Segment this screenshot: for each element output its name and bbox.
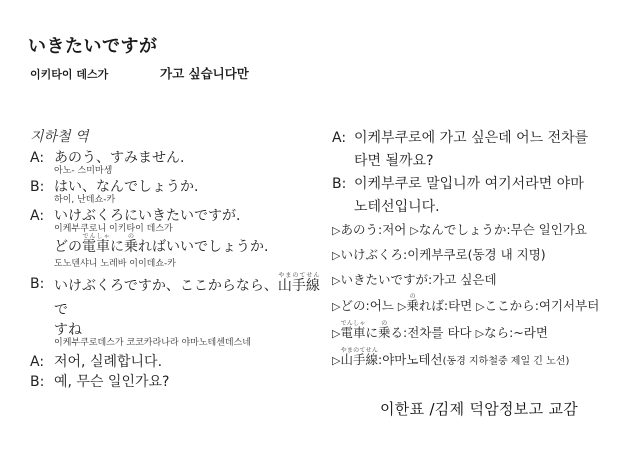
speaker-label: B: (30, 374, 45, 390)
japanese-text-continued: すね (54, 322, 82, 338)
kanji: 山手線 (277, 278, 320, 294)
triangle-icon: ▷ (332, 300, 341, 313)
translation-line (332, 172, 632, 196)
speaker-label: B: (30, 179, 45, 195)
speaker-label: A: (30, 208, 45, 224)
vocab-word: れば (418, 298, 444, 313)
furigana: の (124, 233, 138, 240)
dialogue-line (30, 150, 330, 166)
vocab-meaning: 야마노테선 (382, 352, 443, 367)
furigana: やまのてせん (340, 347, 378, 354)
lesson-title-reading: 이키타이 데스가 (30, 68, 109, 81)
text-segment: どの (54, 239, 82, 255)
furigana: やまのてせん (277, 272, 320, 279)
lesson-title: いきたいですが (28, 36, 158, 57)
speaker-label: A: (30, 150, 45, 166)
vocab-meaning: 타면 (448, 298, 473, 313)
translation-text: 이케부쿠로 말입니까 여기서라면 야마 (354, 176, 584, 192)
speaker-label: A: (332, 130, 347, 146)
translation-line (332, 126, 632, 150)
ruby-word (340, 320, 366, 340)
vocab-row: ▷あのう:저어 ▷なんでしょうか:무슨 일인가요 (332, 222, 587, 237)
japanese-text: はい、なんでしょうか. (54, 179, 199, 195)
kanji: 電車 (340, 325, 366, 340)
ruby-word (124, 233, 138, 255)
left-column (30, 126, 330, 391)
vocab-row: ▷どの:어느 ▷乗のれば:타면 ▷ここから:여기서부터 (332, 293, 600, 313)
triangle-icon: ▷ (332, 249, 341, 262)
furigana: でんしゃ (340, 320, 366, 327)
kanji: 乗 (406, 298, 419, 313)
translation-text-continued: 노테선입니다. (354, 199, 440, 215)
korean-reading: 도노덴샤니 노레바 이이데쇼-카 (54, 259, 176, 269)
dialogue-line (30, 179, 330, 195)
vocab-word: なんでしょうか (418, 222, 507, 237)
lesson-title-meaning: 가고 싶습니다만 (160, 66, 249, 81)
text-segment: ればいいでしょうか. (138, 239, 269, 255)
japanese-text: あのう、すみません. (54, 150, 185, 166)
ruby-word (82, 233, 110, 255)
vocab-meaning: 전차를 타다 (407, 325, 472, 340)
translation-text: 저어, 실례합니다. (54, 354, 163, 370)
furigana: の (378, 320, 391, 327)
triangle-icon: ▷ (476, 300, 485, 313)
ruby-word (378, 320, 391, 340)
translation-text: 예, 무슨 일인가요? (54, 374, 170, 390)
vocab-meaning: 여기서부터 (538, 298, 600, 313)
furigana: でんしゃ (82, 233, 110, 240)
vocab-word: いけぶくろ (340, 247, 403, 262)
vocab-row: ▷山手線やまのてせん:야마노테선(동경 지하철중 제일 긴 노선) (332, 347, 570, 367)
dialogue-line (30, 272, 330, 322)
translation-text-continued: 타면 될까요? (354, 153, 434, 169)
kanji: 山手線 (340, 352, 378, 367)
section-label: 지하철 역 (30, 129, 89, 145)
vocab-word: ここから (484, 298, 535, 313)
kanji: 乗 (124, 239, 138, 255)
ruby-word (340, 347, 378, 367)
korean-reading: 이케부쿠로데스가 코코카라나라 야마노테센데스네 (54, 338, 251, 348)
dialogue-line (30, 208, 330, 224)
right-column (332, 126, 632, 375)
kanji: 電車 (82, 239, 110, 255)
vocab-word: あのう (340, 222, 378, 237)
vocab-meaning: 이케부쿠로(동경 내 지명) (407, 247, 546, 262)
triangle-icon: ▷ (332, 274, 341, 287)
triangle-icon: ▷ (397, 300, 407, 313)
translation-line (30, 353, 330, 371)
kanji: 乗 (378, 325, 391, 340)
vocab-meaning: 무슨 일인가요 (510, 222, 587, 237)
vocab-meaning: ~라면 (513, 325, 548, 340)
furigana: の (406, 293, 419, 300)
vocab-row: ▷いけぶくろ:이케부쿠로(동경 내 지명) (332, 247, 546, 262)
triangle-icon: ▷ (332, 327, 341, 340)
triangle-icon: ▷ (475, 327, 485, 340)
speaker-label: B: (332, 176, 347, 192)
vocab-note: (동경 지하철중 제일 긴 노선) (442, 356, 570, 367)
translation-text: 이케부쿠로에 가고 싶은데 어느 전차를 (354, 130, 589, 146)
vocab-word: どの (340, 298, 366, 313)
korean-reading: 하이, 난데쇼-카 (54, 195, 116, 205)
vocab-word: なら (484, 325, 510, 340)
triangle-icon: ▷ (332, 224, 341, 237)
vocab-meaning: 저어 (382, 222, 407, 237)
triangle-icon: ▷ (332, 354, 341, 367)
author-credit: 이한표 /김제 덕암정보고 교감 (380, 400, 579, 418)
korean-reading: 아노- 스미마셍 (54, 166, 113, 176)
vocab-word: に (365, 325, 378, 340)
speaker-label: B: (30, 276, 45, 292)
triangle-icon: ▷ (410, 224, 419, 237)
vocab-meaning: 가고 싶은데 (432, 272, 497, 287)
vocab-row: ▷いきたいですが:가고 싶은데 (332, 272, 497, 287)
translation-line (30, 373, 330, 391)
vocab-word: る (390, 325, 404, 340)
text-segment: いけぶくろですか、ここからなら、 (54, 278, 278, 294)
vocab-word: いきたいですが (340, 272, 428, 287)
vocab-row: ▷電車でんしゃに乗のる:전차를 타다 ▷なら:~라면 (332, 320, 548, 340)
japanese-text-continued (54, 233, 330, 259)
text-segment: に (110, 239, 124, 255)
speaker-label: A: (30, 354, 45, 370)
text-segment: で (54, 302, 68, 318)
japanese-text: いけぶくろにいきたいですが. (54, 208, 241, 224)
vocab-meaning: 어느 (369, 298, 394, 313)
korean-reading: 이케부쿠로니 이키타이 데스가 (54, 224, 173, 234)
ruby-word (277, 272, 320, 294)
ruby-word (406, 293, 419, 313)
japanese-text (54, 272, 330, 322)
